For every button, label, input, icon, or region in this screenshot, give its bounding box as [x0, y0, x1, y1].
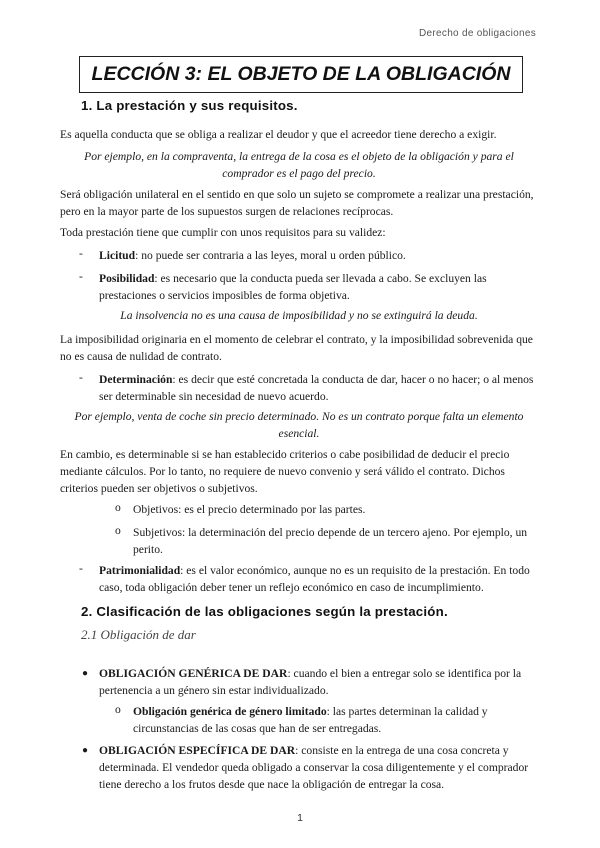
page-number: 1: [297, 812, 303, 824]
paragraph: En cambio, es determinable si se han establecido criterios o cabe posibilidad de deducir el precio mediante cálculos. Por lo tanto, no requiere de nuevo convenio y será válido el contrato. Dichos criterios pueden ser objetivos o subjetivos.: [60, 448, 510, 495]
requirement-term: Patrimonialidad: [99, 564, 181, 577]
requirement-term: Licitud: [99, 249, 136, 262]
classification-text: : consiste en la entrega de una cosa concreta y determinada. El vendedor queda obligado a conservar la cosa diligentemente y el comprador tiene derecho a los frutos desde que nace la obligación de entregar la cosa.: [99, 744, 529, 791]
classification-term: Obligación genérica de género limitado: [133, 705, 327, 718]
classification-term: OBLIGACIÓN ESPECÍFICA DE DAR: [99, 744, 296, 757]
sub-bullet-marker: o: [115, 703, 121, 716]
classification-term: OBLIGACIÓN GENÉRICA DE DAR: [99, 667, 288, 680]
requirement-text: : es necesario que la conducta pueda ser llevada a cabo. Se excluyen las prestaciones o servicios imposibles de forma objetiva.: [99, 272, 487, 302]
lesson-title: LECCIÓN 3: EL OBJETO DE LA OBLIGACIÓN: [91, 63, 511, 85]
sub-item: Subjetivos: la determinación del precio depende de un tercero ajeno. Por ejemplo, un perito.: [133, 526, 528, 556]
requirement-item: [99, 270, 539, 304]
dash-marker: -: [79, 247, 83, 260]
requirement-text: : es decir que esté concretada la conducta de dar, hacer o no hacer; o al menos ser determinable sin necesidad de nuevo acuerdo.: [99, 373, 534, 403]
bullet-marker: ●: [82, 745, 89, 756]
requirement-term: Posibilidad: [99, 272, 155, 285]
example-text: Por ejemplo, venta de coche sin precio determinado. No es un contrato porque falta un elemento esencial.: [74, 410, 524, 440]
classification-item: [99, 742, 539, 793]
paragraph: La imposibilidad originaria en el momento de celebrar el contrato, y la imposibilidad sobrevenida que no es causa de nulidad de contrato.: [60, 333, 533, 363]
requirement-text: : no puede ser contraria a las leyes, moral u orden público.: [135, 249, 406, 262]
dash-marker: -: [79, 371, 83, 384]
bullet-marker: ●: [82, 668, 89, 679]
lesson-title-box: [79, 56, 523, 93]
requirement-item: [99, 371, 539, 405]
classification-text: : cuando el bien a entregar solo se identifica por la pertenencia a un género sin estar individualizado.: [99, 667, 522, 697]
example-text: La insolvencia no es una causa de imposibilidad y no se extinguirá la deuda.: [120, 309, 478, 322]
paragraph: Será obligación unilateral en el sentido en que solo un sujeto se compromete a realizar una prestación, pero en la mayor parte de los supuestos surgen de relaciones recíprocas.: [60, 188, 534, 218]
classification-sub-item: [133, 703, 538, 737]
requirement-item: [99, 562, 539, 596]
classification-text: : las partes determinan la calidad y circunstancias de las cosas que han de ser entregadas.: [133, 705, 488, 735]
requirement-item: [99, 247, 539, 264]
section2-heading: 2. Clasificación de las obligaciones según la prestación.: [81, 604, 448, 619]
classification-item: [99, 665, 539, 699]
dash-marker: -: [79, 270, 83, 283]
example-text: Por ejemplo, en la compraventa, la entrega de la cosa es el objeto de la obligación y para el comprador es el pago del precio.: [84, 150, 514, 180]
section1-heading: 1. La prestación y sus requisitos.: [81, 98, 298, 113]
document-header: Derecho de obligaciones: [419, 28, 536, 39]
section2-subheading: 2.1 Obligación de dar: [81, 627, 196, 642]
paragraph: Es aquella conducta que se obliga a realizar el deudor y que el acreedor tiene derecho a exigir.: [60, 128, 497, 141]
sub-bullet-marker: o: [115, 524, 121, 537]
dash-marker: -: [79, 562, 83, 575]
requirement-term: Determinación: [99, 373, 173, 386]
paragraph: Toda prestación tiene que cumplir con unos requisitos para su validez:: [60, 226, 386, 239]
sub-bullet-marker: o: [115, 501, 121, 514]
sub-item: Objetivos: es el precio determinado por las partes.: [133, 503, 366, 516]
requirement-text: : es el valor económico, aunque no es un requisito de la prestación. En todo caso, toda obligación deber tener un reflejo económico en caso de incumplimiento.: [99, 564, 530, 594]
